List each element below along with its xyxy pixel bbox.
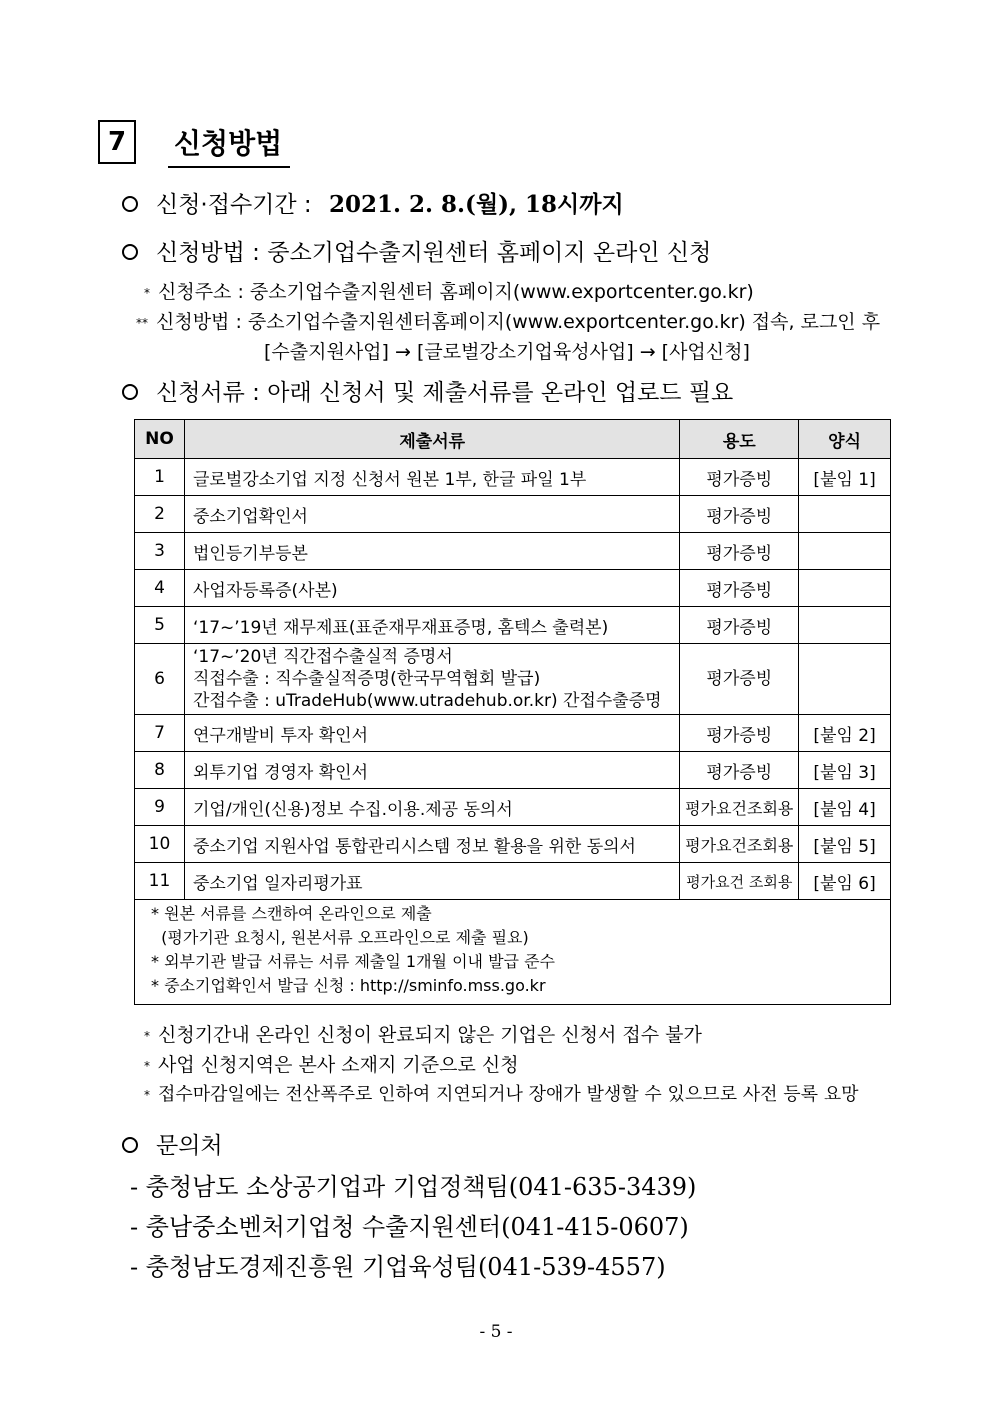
footnote-line: * 중소기업확인서 발급 신청 : http://sminfo.mss.go.kr [151, 976, 546, 995]
footnote-line: * 원본 서류를 스캔하여 온라인으로 제출 [151, 904, 432, 923]
row-doc: 중소기업 지원사업 통합관리시스템 정보 활용을 위한 동의서 [184, 826, 679, 863]
row-form [799, 607, 891, 644]
row-form [799, 570, 891, 607]
note-line [144, 1020, 702, 1047]
header-form: 양식 [799, 420, 891, 459]
header-no: NO [135, 420, 185, 459]
row-doc-line: 간접수출 : uTradeHub(www.utradehub.or.kr) 간접수출증명 [192, 691, 662, 711]
row-form [799, 496, 891, 533]
row-use: 평가증빙 [680, 715, 799, 752]
header-use: 용도 [680, 420, 799, 459]
table-footnotes [135, 900, 891, 1005]
circle-bullet-icon [122, 196, 138, 212]
method-note-2-text: 신청방법 : 중소기업수출지원센터홈페이지(www.exportcenter.go.kr) 접속, 로그인 후 [156, 311, 881, 333]
asterisk-mark: * [144, 285, 150, 300]
section-number: 7 [98, 120, 136, 164]
table-row [135, 715, 891, 752]
row-no: 11 [135, 863, 185, 900]
row-doc: 법인등기부등본 [184, 533, 679, 570]
row-no: 8 [135, 752, 185, 789]
row-use: 평가요건조회용 [680, 789, 799, 826]
method-note-1 [144, 277, 754, 304]
row-no: 1 [135, 459, 185, 496]
note-line [144, 1050, 519, 1077]
period-label: 신청·접수기간 : [156, 192, 312, 218]
row-form [799, 644, 891, 715]
row-form: [붙임 5] [799, 826, 891, 863]
contact-item: - 충남중소벤처기업청 수출지원센터(041-415-0607) [130, 1213, 689, 1241]
row-use: 평가요건조회용 [680, 826, 799, 863]
table-row [135, 752, 891, 789]
row-doc [184, 644, 679, 715]
row-doc: 사업자등록증(사본) [184, 570, 679, 607]
row-form: [붙임 6] [799, 863, 891, 900]
note-line [144, 1080, 859, 1106]
contact-item: - 충청남도경제진흥원 기업육성팀(041-539-4557) [130, 1253, 666, 1281]
method-line [122, 234, 711, 267]
table-row [135, 863, 891, 900]
circle-bullet-icon [122, 244, 138, 260]
row-no: 7 [135, 715, 185, 752]
documents-line [122, 374, 733, 407]
contact-title: 문의처 [156, 1133, 223, 1159]
footnote-line: (평가기관 요청시, 원본서류 오프라인으로 제출 필요) [151, 928, 529, 947]
contact-item: - 충청남도 소상공기업과 기업정책팀(041-635-3439) [130, 1173, 697, 1201]
row-no: 2 [135, 496, 185, 533]
table-row [135, 644, 891, 715]
period-value: 2021. 2. 8.(월), 18시까지 [329, 191, 624, 218]
table-row [135, 533, 891, 570]
table-row [135, 826, 891, 863]
row-doc: 기업/개인(신용)정보 수집.이용.제공 동의서 [184, 789, 679, 826]
row-use: 평가증빙 [680, 496, 799, 533]
table-header-row [135, 420, 891, 459]
row-use: 평가증빙 [680, 459, 799, 496]
row-use: 평가증빙 [680, 570, 799, 607]
row-no: 6 [135, 644, 185, 715]
note-text: 사업 신청지역은 본사 소재지 기준으로 신청 [158, 1054, 519, 1076]
row-doc-line: 직접수출 : 직수출실적증명(한국무역협회 발급) [192, 669, 541, 689]
row-use: 평가증빙 [680, 644, 799, 715]
row-doc: 연구개발비 투자 확인서 [184, 715, 679, 752]
method-note-2 [136, 307, 880, 334]
row-doc: 외투기업 경영자 확인서 [184, 752, 679, 789]
method-text: 신청방법 : 중소기업수출지원센터 홈페이지 온라인 신청 [156, 240, 712, 266]
contact-line [122, 1127, 223, 1160]
row-doc-line: ‘17~’20년 직간접수출실적 증명서 [192, 647, 453, 667]
row-form [799, 533, 891, 570]
footnote-line: * 외부기관 발급 서류는 서류 제출일 1개월 이내 발급 준수 [151, 952, 555, 971]
header-doc: 제출서류 [184, 420, 679, 459]
circle-bullet-icon [122, 1137, 138, 1153]
asterisk-mark: * [144, 1058, 150, 1073]
table-footnote-row [135, 900, 891, 1005]
row-no: 9 [135, 789, 185, 826]
asterisk-mark: ** [136, 315, 148, 330]
row-use: 평가증빙 [680, 752, 799, 789]
row-no: 4 [135, 570, 185, 607]
row-doc: 중소기업확인서 [184, 496, 679, 533]
note-text: 신청기간내 온라인 신청이 완료되지 않은 기업은 신청서 접수 불가 [158, 1024, 702, 1046]
row-no: 5 [135, 607, 185, 644]
documents-table [134, 419, 891, 1005]
row-use: 평가요건 조회용 [680, 863, 799, 900]
method-note-2-cont: [수출지원사업] → [글로벌강소기업육성사업] → [사업신청] [264, 341, 750, 363]
note-text: 접수마감일에는 전산폭주로 인하여 지연되거나 장애가 발생할 수 있으므로 사전 등록 요망 [158, 1084, 859, 1105]
table-row [135, 789, 891, 826]
circle-bullet-icon [122, 384, 138, 400]
row-use: 평가증빙 [680, 533, 799, 570]
method-note-1-text: 신청주소 : 중소기업수출지원센터 홈페이지(www.exportcenter.go.kr) [158, 281, 754, 303]
row-doc: ‘17~’19년 재무제표(표준재무재표증명, 홈텍스 출력본) [184, 607, 679, 644]
asterisk-mark: * [144, 1028, 150, 1043]
row-no: 3 [135, 533, 185, 570]
row-form: [붙임 1] [799, 459, 891, 496]
section-title: 신청방법 [168, 122, 290, 168]
table-row [135, 607, 891, 644]
table-row [135, 570, 891, 607]
table-row [135, 496, 891, 533]
period-line [122, 186, 624, 219]
asterisk-mark: * [144, 1088, 150, 1102]
row-doc: 글로벌강소기업 지정 신청서 원본 1부, 한글 파일 1부 [184, 459, 679, 496]
table-row [135, 459, 891, 496]
row-no: 10 [135, 826, 185, 863]
page-number: - 5 - [479, 1322, 513, 1342]
row-form: [붙임 2] [799, 715, 891, 752]
documents-text: 신청서류 : 아래 신청서 및 제출서류를 온라인 업로드 필요 [156, 380, 734, 406]
row-use: 평가증빙 [680, 607, 799, 644]
row-form: [붙임 3] [799, 752, 891, 789]
row-form: [붙임 4] [799, 789, 891, 826]
row-doc: 중소기업 일자리평가표 [184, 863, 679, 900]
